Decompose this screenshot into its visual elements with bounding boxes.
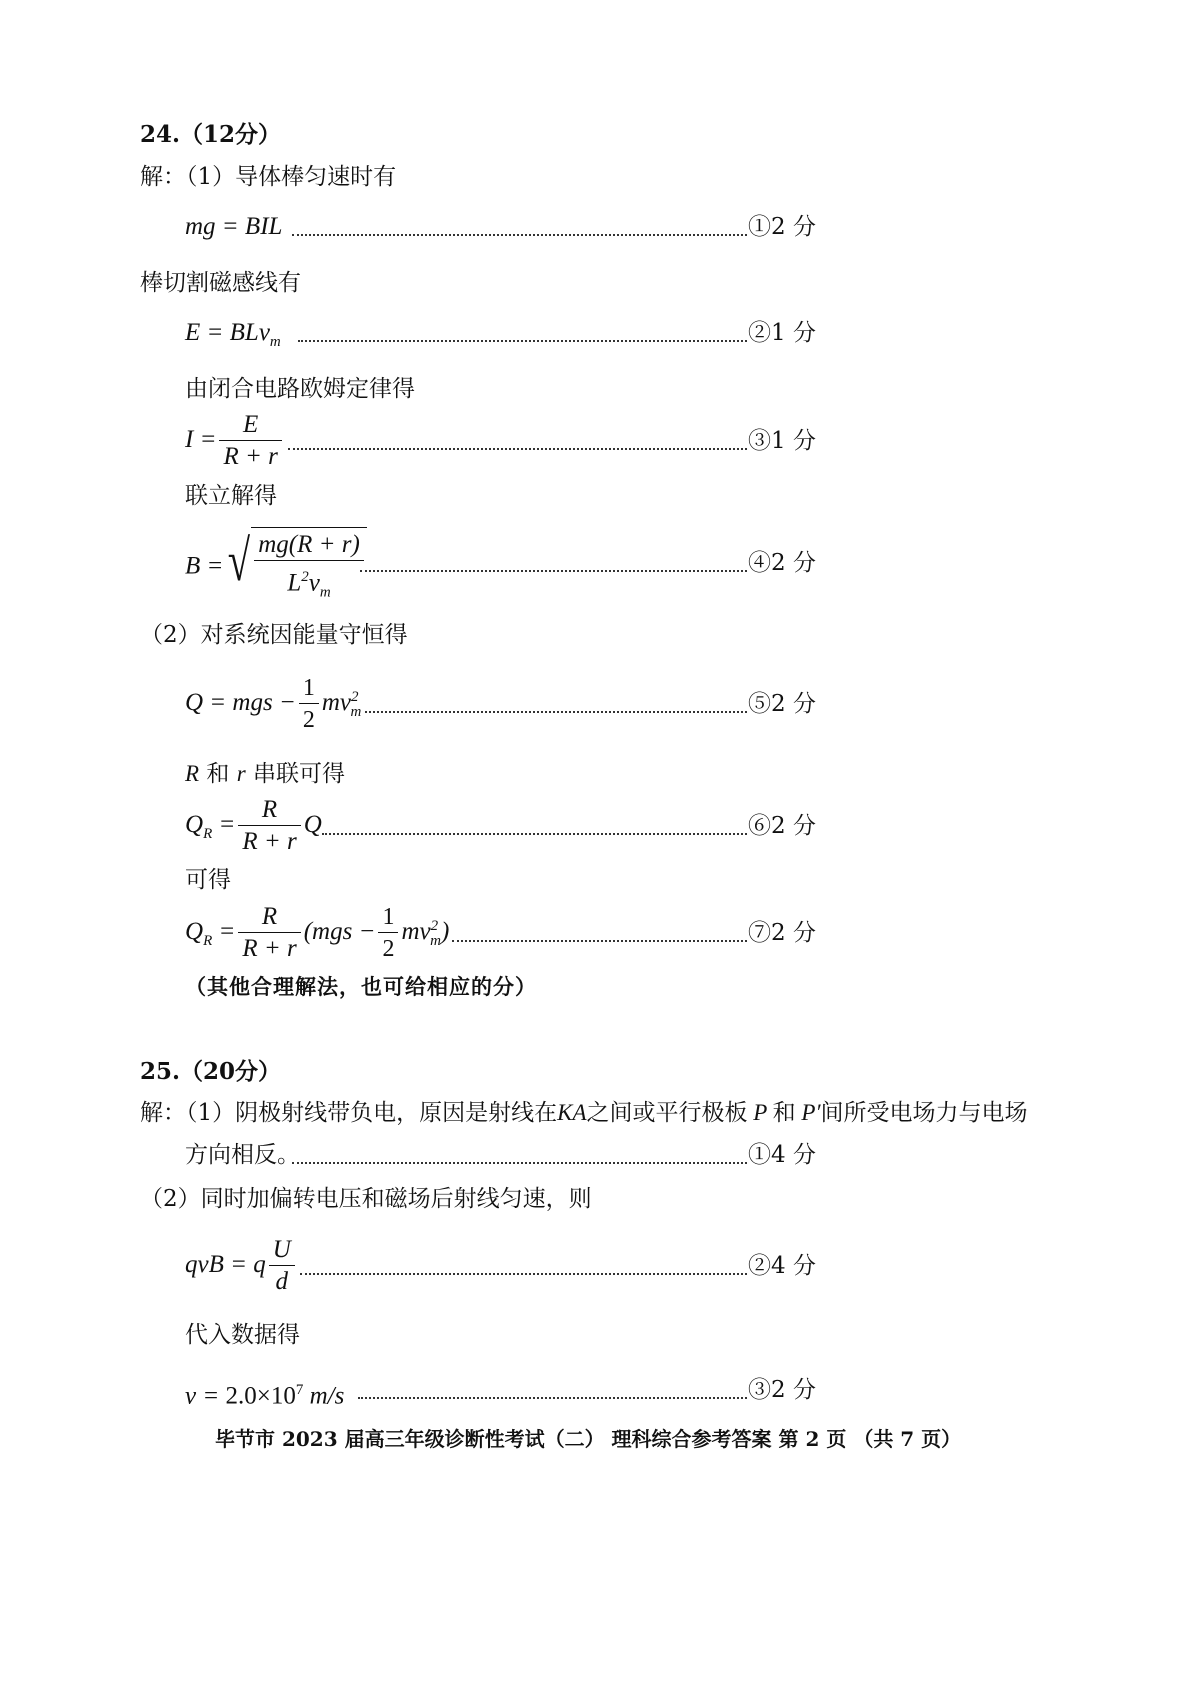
q25-intro-c: 和 xyxy=(772,1100,796,1126)
q25-intro-d: 间所受电场力与电场 xyxy=(820,1100,1028,1126)
q24-eq6-score: ⑥2 分 xyxy=(748,813,816,839)
q25-heading: 25.（20分） xyxy=(140,1058,282,1085)
q25-intro-a: 解：（1）阴极射线带负电，原因是射线在 xyxy=(140,1100,558,1126)
q24-ohm-text: 由闭合电路欧姆定律得 xyxy=(185,376,415,402)
q24-cut-text: 棒切割磁感线有 xyxy=(140,270,301,296)
q25-intro-line1: 解：（1）阴极射线带负电，原因是射线在KA之间或平行极板 P 和 P′间所受电场力与电场 xyxy=(140,1100,1028,1126)
q24-intro: 解：（1）导体棒匀速时有 xyxy=(140,164,397,190)
q24-heading: 24.（12分） xyxy=(140,121,282,148)
q24-eq5: Q = mgs − $\frac{1}{2}$ $mv^2_m$ xyxy=(185,673,361,736)
q24-eq7: $Q_R$ = $\frac{R}{R + r}$ (mgs − $\frac{1}{2}$ $mv^2_m$) xyxy=(185,902,449,965)
q24-eq4: B = √ $\frac{mg(R + r)}{L^2v_m}$ xyxy=(185,527,367,608)
q25-eq2: qvB = q $\frac{U}{d}$ xyxy=(185,1235,298,1298)
q24-solve-text: 联立解得 xyxy=(185,483,277,509)
leader-dots xyxy=(365,711,747,713)
q24-series-and: 和 xyxy=(206,761,230,787)
leader-dots xyxy=(452,940,747,942)
q24-eq1: mg = BIL xyxy=(185,213,283,240)
leader-dots xyxy=(292,234,747,236)
q25-eq2-score: ②4 分 xyxy=(748,1253,816,1279)
q24-eq3: I = $\frac{E}{R + r}$ xyxy=(185,410,285,473)
q25-eq1-score: ①4 分 xyxy=(748,1142,816,1168)
q25-eq3-score: ③2 分 xyxy=(748,1377,816,1403)
q24-eq3-score: ③1 分 xyxy=(748,428,816,454)
leader-dots xyxy=(298,340,747,342)
q25-part2-text: （2）同时加偏转电压和磁场后射线匀速，则 xyxy=(140,1186,592,1212)
q25-intro-line2: 方向相反。 xyxy=(185,1142,300,1168)
q25-data-text: 代入数据得 xyxy=(185,1322,300,1348)
leader-dots xyxy=(300,1273,747,1275)
leader-dots xyxy=(292,1162,747,1164)
leader-dots xyxy=(358,1397,747,1399)
q24-eq2-score: ②1 分 xyxy=(748,320,816,346)
q25-intro-b: 之间或平行极板 xyxy=(586,1100,748,1126)
q24-eq6: $Q_R$ = $\frac{R}{R + r}$ Q xyxy=(185,795,322,858)
q24-eq2: E = BLv$_m$ xyxy=(185,319,281,350)
leader-dots xyxy=(288,448,747,450)
q24-get-text: 可得 xyxy=(185,867,231,893)
q24-eq4-score: ④2 分 xyxy=(748,550,816,576)
q25-eq3: $v = 2.0\times 10^7$ m/s xyxy=(185,1382,345,1410)
q24-eq1-score: ①2 分 xyxy=(748,214,816,240)
q24-part2-text: （2）对系统因能量守恒得 xyxy=(140,622,408,648)
leader-dots xyxy=(322,833,747,835)
leader-dots xyxy=(360,570,747,572)
page-footer: 毕节市 2023 届高三年级诊断性考试（二） 理科综合参考答案 第 2 页 （共 7 页） xyxy=(215,1427,962,1451)
q24-series-text: 串联可得 xyxy=(252,761,345,787)
q24-eq5-score: ⑤2 分 xyxy=(748,691,816,717)
q24-series-line: R 和 r 串联可得 xyxy=(185,761,345,787)
q24-note: （其他合理解法，也可给相应的分） xyxy=(185,974,537,999)
q24-eq7-score: ⑦2 分 xyxy=(748,920,816,946)
